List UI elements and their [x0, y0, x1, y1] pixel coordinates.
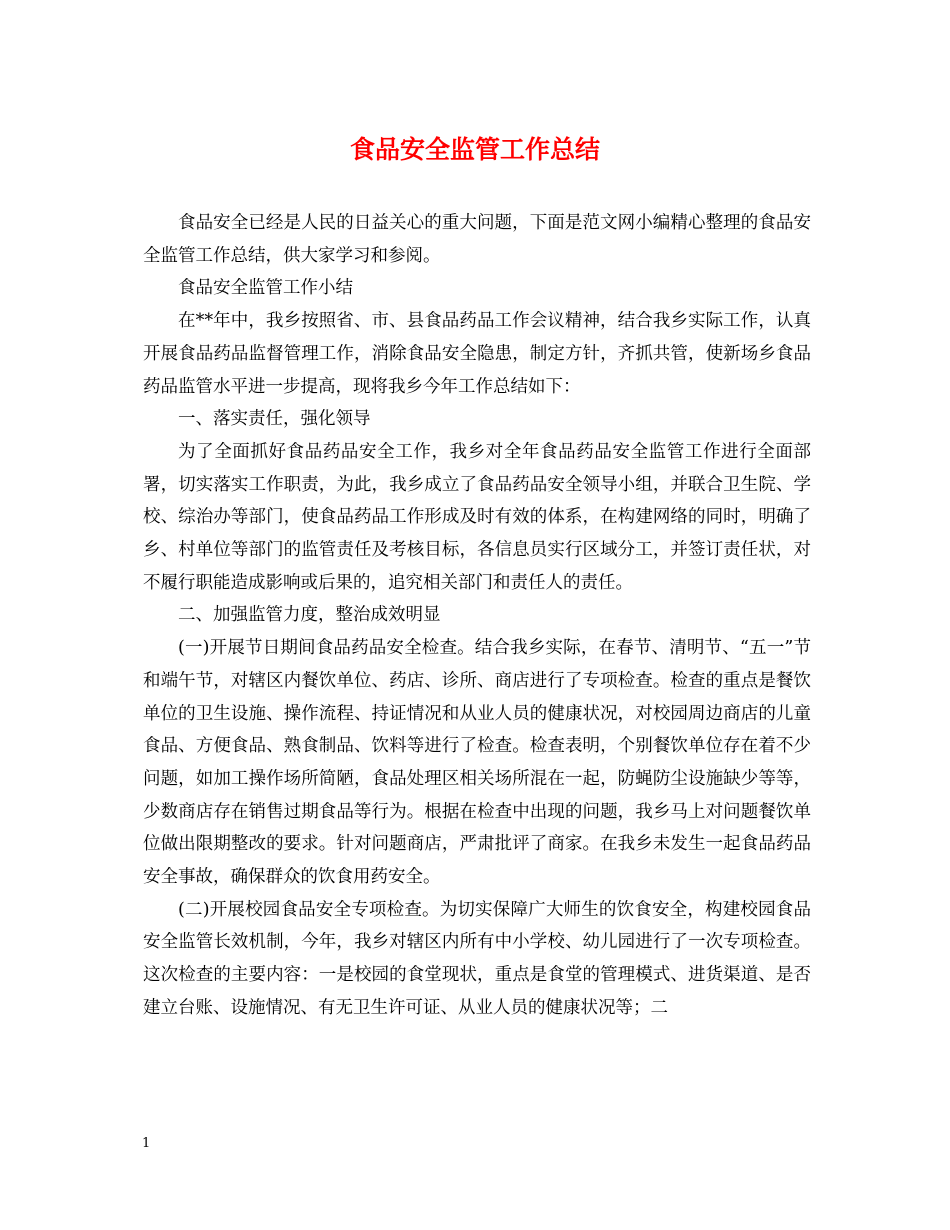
intro-paragraph: 食品安全已经是人民的日益关心的重大问题，下面是范文网小编精心整理的食品安全监管工作总结，供大家学习和参阅。: [143, 213, 811, 266]
section-heading-1: 一、落实责任，强化领导: [178, 409, 371, 430]
page-number: 1: [142, 1136, 151, 1151]
document-body: [143, 207, 811, 1025]
section-heading-2: 二、加强监管力度，整治成效明显: [178, 605, 441, 626]
overview-paragraph: 在**年中，我乡按照省、市、县食品药品工作会议精神，结合我乡实际工作，认真开展食品药品监督管理工作，消除食品安全隐患，制定方针，齐抓共管，使新场乡食品药品监管水平进一步提高，现将我乡今年工作总结如下：: [143, 311, 811, 397]
holiday-inspection-paragraph: (一)开展节日期间食品药品安全检查。结合我乡实际，在春节、清明节、“五一”节和端午节，对辖区内餐饮单位、药店、诊所、商店进行了专项检查。检查的重点是餐饮单位的卫生设施、操作流程、持证情况和从业人员的健康状况，对校园周边商店的儿童食品、方便食品、熟食制品、饮料等进行了检查。检查表明，个别餐饮单位存在着不少问题，如加工操作场所简陋，食品处理区相关场所混在一起，防蝇防尘设施缺少等等，少数商店存在销售过期食品等行为。根据在检查中出现的问题，我乡马上对问题餐饮单位做出限期整改的要求。针对问题商店，严肃批评了商家。在我乡未发生一起食品药品安全事故，确保群众的饮食用药安全。: [143, 638, 811, 888]
responsibility-paragraph: 为了全面抓好食品药品安全工作，我乡对全年食品药品安全监管工作进行全面部署，切实落实工作职责，为此，我乡成立了食品药品安全领导小组，并联合卫生院、学校、综治办等部门，使食品药品工作形成及时有效的体系，在构建网络的同时，明确了乡、村单位等部门的监管责任及考核目标，各信息员实行区域分工，并签订责任状，对不履行职能造成影响或后果的，追究相关部门和责任人的责任。: [143, 441, 811, 593]
document-title: 食品安全监管工作总结: [349, 135, 600, 164]
section-heading-summary: 食品安全监管工作小结: [178, 278, 353, 299]
campus-inspection-paragraph: (二)开展校园食品安全专项检查。为切实保障广大师生的饮食安全，构建校园食品安全监管长效机制，今年，我乡对辖区内所有中小学校、幼儿园进行了一次专项检查。这次检查的主要内容：一是校园的食堂现状，重点是食堂的管理模式、进货渠道、是否建立台账、设施情况、有无卫生许可证、从业人员的健康状况等；二: [143, 899, 811, 1018]
